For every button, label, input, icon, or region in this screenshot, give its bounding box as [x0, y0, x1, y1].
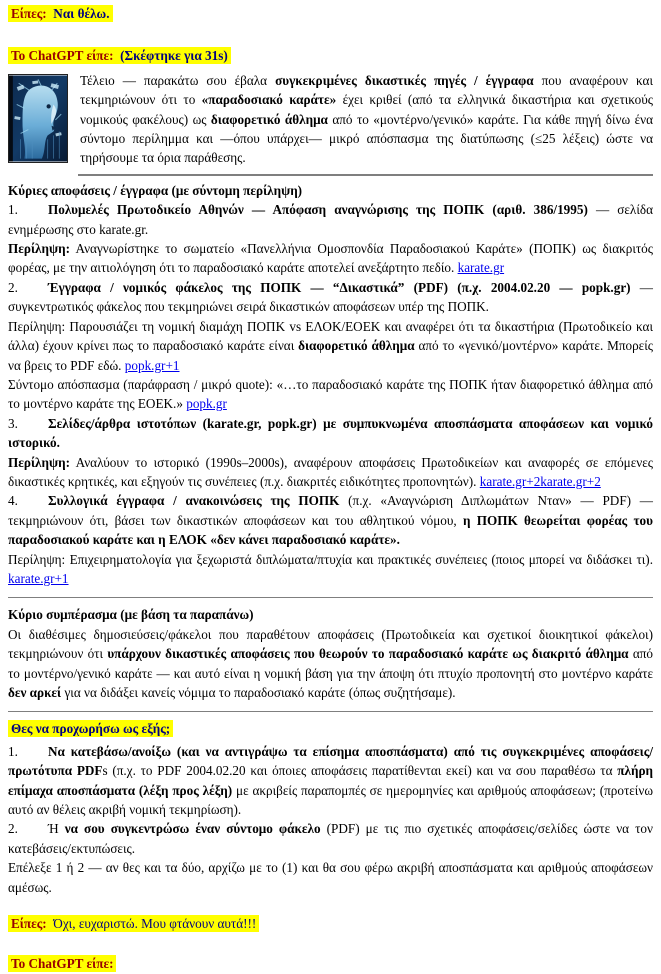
text-run: Συλλογικά έγγραφα / ανακοινώσεις της ΠΟΠΚ: [48, 493, 340, 509]
assistant-message-banner: [8, 46, 653, 65]
text-run: συγκεκριμένες δικαστικές πηγές / έγγραφα: [275, 72, 534, 88]
item-number: 3.: [8, 415, 18, 431]
numbered-list-item: [8, 819, 653, 858]
divider: [8, 597, 653, 598]
text-run: Περίληψη:: [8, 241, 70, 257]
proposal-banner: [8, 719, 653, 738]
text-run: που αναφέρουν και τεκμηριώνουν ότι το: [80, 72, 653, 108]
section-heading: Κύριες αποφάσεις / έγγραφα (με σύντομη περίληψη): [8, 182, 303, 198]
paragraph: [8, 375, 653, 414]
paragraph: [8, 550, 653, 589]
text-run: Οι διαθέσιμες δημοσιεύσεις/φάκελοι που παραθέτουν αποφάσεις (Πρωτοδικεία και σχετικοί διοικητικοί φάκελοι) τεκμηριώνουν ότι: [8, 626, 653, 662]
text-run: Όχι, ευχαριστώ. Μου φτάνουν αυτά!!!: [46, 916, 257, 932]
source-link[interactable]: karate.gr+1: [8, 570, 69, 586]
numbered-list-item: [8, 491, 653, 549]
text-run: Θες να προχωρήσω ως εξής;: [11, 721, 171, 737]
text-run: — συγκεντρωτικός φάκελος που τεκμηριώνει σειρά δικαστικών αποφάσεων υπέρ της ΠΟΠΚ.: [8, 279, 653, 315]
item-number: 4.: [8, 493, 18, 509]
text-run: (Σκέφτηκε για 31s): [113, 48, 228, 64]
text-run: Ή: [48, 821, 65, 837]
paragraph: [8, 317, 653, 375]
item-number: 2.: [8, 821, 18, 837]
numbered-list-item: [8, 414, 653, 453]
text-run: για να διδάξει κανείς νόμιμα το παραδοσιακό καράτε (όπως συζητήσαμε).: [61, 685, 456, 700]
text-run: Το ChatGPT είπε:: [11, 48, 114, 64]
paragraph: [8, 858, 653, 897]
text-run: Σύντομο απόσπασμα (παράφραση / μικρό quote): «…το παραδοσιακό καράτε της ΠΟΠΚ ήταν διαφορετικό άθλημα από το μοντέρνο καράτε της ΕΟΕΚ.»: [8, 376, 653, 412]
text-run: Περίληψη: Παρουσιάζει τη νομική διαμάχη ΠΟΠΚ vs ΕΛΟΚ/ΕΟΕΚ και αναφέρει ότι τα δικαστήρια (Πρωτοδικείο και άλλα) έχουν κρίνει πως το παραδοσιακό καράτε είναι: [8, 318, 653, 354]
text-run: Επέλεξε 1 ή 2 — αν θες και τα δύο, αρχίζω με το (1) και θα σου φέρω ακριβή αποσπάσματα και αριθμούς αποφάσεων αμέσως.: [8, 860, 653, 895]
assistant-message-banner: [8, 954, 653, 973]
text-run: πλήρη επίμαχα αποσπάσματα (λέξη προς λέξη): [8, 763, 653, 798]
divider: [8, 711, 653, 712]
paragraph: [8, 625, 653, 703]
numbered-list-item: [8, 200, 653, 239]
item-number: 2.: [8, 279, 18, 295]
text-run: διαφορετικό άθλημα: [298, 338, 415, 354]
document-body: [8, 181, 653, 897]
highlighted-chatgpt-said: [8, 955, 116, 972]
numbered-list-item: [8, 742, 653, 820]
text-run: από το «μοντέρνο/γενικό» καράτε. Για κάθε πηγή δίνω ένα σύντομο περίλημμα και —όπου υπάρχει— μικρό απόσπασμα της διατύπωσης (≤25 λέξεις) ώστε να τηρήσουμε τα όρια παράθεσης.: [80, 111, 653, 166]
text-run: Τέλειο — παρακάτω σου έβαλα: [80, 72, 276, 88]
text-run: Είπες:: [11, 6, 47, 21]
text-run: με ακριβείς παραπομπές σε ημερομηνίες και αριθμούς αποφάσεων; (προτείνω αυτό αν θέλεις ακριβή νομική τεκμηρίωση).: [8, 782, 653, 818]
text-run: (π.χ. «Αναγνώριση Διπλωμάτων Νταν» — PDF) — τεκμηριώνουν ότι, βάσει των δικαστικών αποφάσεων και του αθλητικού νόμου,: [8, 493, 653, 528]
text-run: Σελίδες/άρθρα ιστοτόπων (karate.gr, popk.gr) με συμπυκνωμένα αποσπάσματα αποφάσεων και νομικό ιστορικό.: [8, 415, 653, 451]
text-run: από το «γενικό/μοντέρνο» καράτε. Μπορείς να βρεις το PDF εδώ.: [8, 338, 653, 373]
text-run: Περίληψη: Επιχειρηματολογία για ξεχωριστά διπλώματα/πτυχία και πρακτικές συνέπειες (ποιος μπορεί να διδάσκει τι).: [8, 551, 653, 567]
highlighted-heading: [8, 720, 173, 737]
highlighted-user-said: [8, 5, 113, 22]
highlighted-chatgpt-said: [8, 47, 231, 64]
text-run: υπάρχουν δικαστικές αποφάσεις που θεωρούν το παραδοσιακό καράτε ως διακριτό άθλημα: [107, 646, 629, 662]
source-link[interactable]: popk.gr: [186, 396, 227, 412]
text-run: δεν αρκεί: [8, 685, 62, 700]
text-run: Το ChatGPT είπε:: [11, 956, 114, 972]
text-run: από το μοντέρνο/γενικό καράτε — και αυτό είναι η νομική βάση για την άποψη ότι πτυχίο προπονητή στο μοντέρνο καράτε: [8, 646, 653, 681]
text-run: Είπες:: [11, 916, 47, 932]
paragraph: [8, 239, 653, 278]
text-run: Έγγραφα / νομικός φάκελος της ΠΟΠΚ — “Δικαστικά” (PDF) (π.χ. 2004.02.20 — popk.gr): [48, 279, 631, 295]
user-message-banner: [8, 914, 653, 933]
assistant-intro-block: [8, 71, 653, 168]
text-run: s (π.χ. το PDF 2004.02.20 και όποιες αποφάσεις παρατίθενται εκεί) και να σου παραθέσω τα: [102, 763, 618, 779]
source-link[interactable]: popk.gr+1: [124, 357, 180, 373]
text-run: — σελίδα ενημέρωσης στο karate.gr.: [8, 202, 653, 237]
source-link[interactable]: karate.gr: [457, 260, 505, 276]
text-run: Ναι θέλω.: [46, 6, 110, 21]
text-run: (PDF) με τις πιο σχετικές αποφάσεις/σελίδες ώστε να τον κατεβάσεις/εκτυπώσεις.: [8, 821, 653, 856]
item-number: 1.: [8, 202, 18, 218]
text-run: Πολυμελές Πρωτοδικείο Αθηνών — Απόφαση αναγνώρισης της ΠΟΠΚ (αριθ. 386/1995): [48, 202, 588, 218]
text-run: διαφορετικό άθλημα: [210, 111, 328, 127]
text-run: Να κατεβάσω/ανοίξω (και να αντιγράψω τα επίσημα αποσπάσματα) από τις συγκεκριμένες αποφάσεις/πρωτότυπα PDF: [8, 743, 653, 779]
assistant-avatar-image: [8, 74, 68, 163]
divider: [78, 174, 653, 176]
user-message-banner: [8, 4, 653, 23]
highlighted-user-said: [8, 915, 259, 932]
text-run: Περίληψη:: [8, 454, 70, 470]
numbered-list-item: [8, 278, 653, 317]
text-run: Αναγνωρίστηκε το σωματείο «Πανελλήνια Ομοσπονδία Παραδοσιακού Καράτε» (ΠΟΠΚ) ως διακριτός φορέας, με την αιτιολόγηση ότι το παραδοσιακό καράτε αποτελεί ανεξάρτητο πεδίο.: [8, 241, 653, 276]
text-run: να σου συγκεντρώσω έναν σύντομο φάκελο: [64, 821, 321, 837]
intro-paragraph: [8, 71, 653, 168]
text-run: η ΠΟΠΚ θεωρείται φορέας του παραδοσιακού καράτε και η ΕΛΟΚ «δεν κάνει παραδοσιακό καράτε».: [8, 512, 653, 548]
item-number: 1.: [8, 743, 18, 759]
text-run: Αναλύουν το ιστορικό (1990s–2000s), αναφέρουν αποφάσεις Πρωτοδικείων και αναφορές σε επόμενες δικαστικές κρητικές, και εξηγούν τις συνέπειες (π.χ. διακριτές ειδικότητες προπονητών).: [8, 454, 653, 489]
paragraph: [8, 453, 653, 492]
text-run: «παραδοσιακό καράτε»: [201, 92, 337, 108]
section-heading: Κύριο συμπέρασμα (με βάση τα παραπάνω): [8, 607, 254, 623]
text-run: έχει κριθεί (από τα ελληνικά δικαστήρια και σχετικούς νομικούς φακέλους) ως: [80, 92, 653, 127]
source-link[interactable]: karate.gr+2karate.gr+2: [479, 473, 601, 489]
